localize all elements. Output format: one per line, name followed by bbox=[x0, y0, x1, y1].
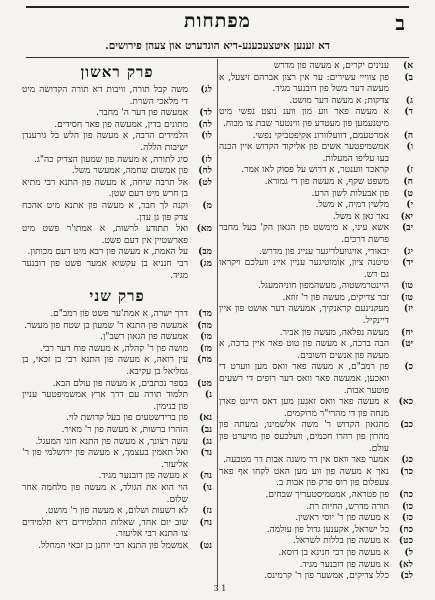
entry-number: ל) bbox=[404, 547, 413, 558]
index-entry bbox=[219, 513, 413, 525]
index-entry bbox=[219, 571, 413, 581]
entry-text: עין רואה, א מעשה פון התנא רבי בן זכאי, בן גמליאל בן עקיבא. bbox=[22, 355, 188, 378]
entry-text: א מעשה פון ר' יוסי ראשין. bbox=[295, 513, 389, 524]
entry-number: נז) bbox=[202, 506, 212, 517]
index-entry bbox=[219, 490, 413, 502]
index-entry bbox=[219, 223, 413, 246]
entry-text: א מעשה פאר ווע מון ווענ נוצט נפשי מיט מיטנעמען פון מעטדע פון ווינטער שבת צו מבוח. bbox=[219, 107, 389, 129]
index-entry bbox=[219, 281, 413, 293]
index-entry bbox=[22, 425, 212, 437]
index-entry bbox=[22, 201, 212, 224]
index-entry bbox=[22, 178, 212, 201]
entry-number: ד) bbox=[404, 107, 413, 118]
entry-number: יז) bbox=[403, 304, 413, 315]
index-entry bbox=[219, 536, 413, 548]
index-entry bbox=[22, 355, 212, 378]
index-entry bbox=[22, 483, 212, 506]
entry-number: לה) bbox=[198, 119, 212, 130]
entry-number: כו) bbox=[402, 501, 413, 512]
entry-number: יח) bbox=[401, 327, 413, 338]
entry-text: פון פטראה, אמטמיסטעריך שבחים. bbox=[265, 489, 389, 500]
index-entry bbox=[22, 448, 212, 471]
entry-number: ז) bbox=[406, 165, 413, 176]
entry-text: הזהרו ברשות, א מעשה פון ר' מאיר. bbox=[61, 425, 188, 436]
entry-number: לא) bbox=[398, 559, 413, 570]
entry-number: נא) bbox=[199, 413, 212, 424]
entry-number: כא) bbox=[398, 397, 413, 408]
column-divider bbox=[217, 59, 218, 587]
entry-text: א מעשה פון בללות לשראל. bbox=[292, 536, 389, 547]
entry-text: זכר צדיקים, מעשה פון ר' זוזא. bbox=[282, 292, 389, 303]
entry-text: עשה רצונך, א מעשה פון התנא חוני המעגל. bbox=[35, 436, 188, 447]
index-entry bbox=[219, 420, 413, 455]
entry-number: מה) bbox=[197, 320, 212, 331]
entry-text: אמעשה פון הגאון רשב"ן. bbox=[100, 332, 188, 343]
entry-number: נו) bbox=[202, 483, 212, 493]
index-entry bbox=[219, 165, 413, 177]
entry-text: אשא עיני, א מימשט פון הגאון הק' בעל מחבר פרשת דרכים. bbox=[219, 223, 389, 245]
index-entry bbox=[219, 142, 413, 165]
entry-number: כח) bbox=[399, 524, 413, 535]
entry-number: נט) bbox=[199, 540, 212, 551]
entry-text: משפט שקף, א מעשה פון די גמורא. bbox=[264, 176, 389, 187]
index-entry bbox=[219, 397, 413, 420]
right-column bbox=[219, 61, 413, 581]
entry-text: מעשה נפלאה, מעשה פון אביר. bbox=[279, 327, 389, 338]
index-entry bbox=[22, 247, 212, 259]
left-column bbox=[22, 61, 212, 581]
entry-number: נב) bbox=[200, 425, 212, 436]
entry-text: וקנה לך חבר, א מעשה פון אתנא מיט אהכח צדק פון גן עדן. bbox=[22, 200, 188, 223]
entry-text: שוב יום אחד, שאלות התלמידים דיא תלמידים צו התנא רבי אליעזר. bbox=[22, 517, 188, 540]
entry-text: אמשמיפטער אשים פון אליקוד הקדוש איין הכנה בעו עליפו המעלות. bbox=[219, 142, 389, 164]
section-title-chapter-one: פרק ראשון bbox=[80, 63, 154, 81]
entry-text: תלמוד תורה עם דרך ארץ אמשמיפטער עניין פון בנימין. bbox=[22, 390, 188, 412]
page-subtitle: דא זענען איטצעכענע-דיא הונדערט און צעהן פירושים. bbox=[105, 40, 330, 52]
entry-number: כד) bbox=[400, 466, 413, 477]
entry-text: פון אמשום שחמה, אמעשר משל. bbox=[71, 166, 188, 177]
entry-number: לט) bbox=[198, 177, 212, 188]
index-entry bbox=[22, 471, 212, 483]
page-header bbox=[30, 10, 405, 40]
entry-text: משה קבל תורה, וויבות דא תורה הקדושה מיט די מלאכי השרת. bbox=[22, 85, 188, 107]
entry-number: מח) bbox=[197, 355, 212, 366]
index-entry bbox=[219, 189, 413, 201]
index-entry bbox=[22, 541, 212, 553]
entry-number: טו) bbox=[401, 281, 413, 292]
entry-number: מו) bbox=[200, 332, 212, 343]
entry-text: מהגאון הקדוש ר' משה אלשמינו, גמעתה פון מהרון פון רהרו חכמים, וועלכעס פון מויערט פון עולם. bbox=[219, 420, 389, 454]
index-entry bbox=[219, 131, 413, 143]
entry-text: פון אבעלות לשון הרע. bbox=[311, 188, 389, 199]
entry-number: נה) bbox=[199, 471, 212, 482]
index-entry bbox=[219, 107, 413, 130]
entry-text: פון רמב"ם, א מעשה פאר וואס מען ווערט די וואכען, אמעשה פאר וואס דער רופים די רשעים פוטער אבות. bbox=[219, 362, 389, 396]
top-rule bbox=[26, 6, 409, 8]
index-entry bbox=[22, 518, 212, 541]
entry-text: א מעשה פון רבי חנינא בן דוסא. bbox=[278, 547, 389, 558]
entry-text: א מעשה פאר וואס זאגען מען דאס היינט פארן מנחה פון די מהרי"ר מרוקמים. bbox=[219, 397, 389, 419]
entry-text: דרך ישרה, א אמת'ער פשט פון רמב"ם. bbox=[50, 309, 188, 320]
index-entry bbox=[219, 548, 413, 560]
index-entry bbox=[22, 413, 212, 425]
entry-number: מא) bbox=[196, 224, 212, 235]
index-entry bbox=[219, 560, 413, 572]
index-entry bbox=[219, 247, 413, 259]
entry-text: ואל תתודע לרשות, א אמתו'ר פשט מיט פארשטיין אין דעם פשט. bbox=[22, 224, 188, 246]
entry-text: ואל תאמין בעצמך, א מעשה פון ירושלמי פון ר' אליעזר. bbox=[22, 448, 188, 470]
entry-number: מט) bbox=[196, 378, 212, 389]
entry-number: נח) bbox=[199, 517, 212, 528]
entry-number: טז) bbox=[400, 292, 413, 303]
entry-text: קראכד ווענטר, א דרוש על פסוק לאו אמר. bbox=[241, 165, 389, 176]
entry-text: הוי הוא את הגולד, א מעשה פון מלחמה אחר שלום. bbox=[22, 483, 188, 505]
entry-text: א מעשה פון דובנער מגיד. bbox=[98, 471, 188, 482]
index-entry bbox=[22, 224, 212, 247]
entry-number: מ) bbox=[202, 200, 212, 211]
entry-text: נאר גאן א משל. bbox=[332, 211, 389, 222]
entry-number: כט) bbox=[398, 536, 413, 547]
entry-number: ב) bbox=[404, 72, 413, 83]
entry-number: ו) bbox=[406, 142, 413, 153]
entry-text: פון ברידשטעים פון בעל קדושת לוי. bbox=[66, 413, 188, 424]
index-entry bbox=[22, 321, 212, 333]
index-entry bbox=[22, 390, 212, 413]
index-entry bbox=[22, 166, 212, 178]
entry-text: אל תרבה שיחה, א מעשה פון התנא רבי מתיא בן חרש מיט דעם שטן. bbox=[22, 177, 188, 200]
index-entry bbox=[219, 61, 413, 73]
entry-number: כז) bbox=[401, 513, 413, 524]
index-entry bbox=[219, 212, 413, 224]
entry-text: אמעשה פון התנא ר' שמעון בן שטח פון מעשר. bbox=[23, 320, 188, 331]
index-entry bbox=[22, 506, 212, 518]
index-entry bbox=[219, 293, 413, 305]
index-entry bbox=[22, 259, 212, 282]
index-entry bbox=[219, 362, 413, 397]
page-number: 3 1 bbox=[213, 584, 227, 593]
entry-number: מב) bbox=[198, 247, 212, 258]
chapter-two-entries bbox=[22, 309, 212, 552]
entry-text: מעקנינעם קראנקיך, אמעשה דער אושט פון איין דיינקיל. bbox=[219, 304, 389, 327]
index-entry bbox=[219, 200, 413, 212]
page-title: מפתחות bbox=[184, 10, 251, 32]
entry-text: טיטנה ציון, אומוטיגער עניין איינ וועלכם ויקראו גם רש. bbox=[219, 258, 389, 280]
entry-text: מלשין דמיה, א משל. bbox=[315, 200, 389, 211]
page-letter: ב bbox=[395, 11, 405, 35]
index-entry bbox=[219, 177, 413, 189]
index-entry bbox=[219, 96, 413, 108]
entry-number: יב) bbox=[402, 223, 413, 234]
entry-number: כה) bbox=[399, 489, 413, 500]
entry-text: אמעשה פון דער ה' מחבר. bbox=[96, 108, 188, 119]
entry-text: נאך א מעשה פון ווע מען האט לקחו אף פאר צעפלום פון רוס פרק פון אבות ב. bbox=[219, 466, 389, 489]
index-entry bbox=[219, 467, 413, 490]
index-entry bbox=[22, 437, 212, 449]
entry-number: לז) bbox=[201, 154, 212, 165]
entry-text: בספר נכתבים, א מעשה פון עולם הבא. bbox=[52, 378, 188, 389]
entry-text: על האמת, א מעשה פון רבא מיט דעם מכותון. bbox=[27, 247, 188, 258]
entry-text: הבה ברכה, א מעשה פון טוט פאר איין ברכה, א מעשה פון אנשים חשובים. bbox=[219, 339, 389, 361]
entry-number: יט) bbox=[400, 339, 413, 350]
index-entry bbox=[22, 155, 212, 167]
entry-number: ט) bbox=[403, 188, 413, 199]
entry-number: מד) bbox=[198, 309, 212, 320]
entry-number: מג) bbox=[199, 258, 212, 269]
entry-text: רבי חנניא בן עקשיא אמער פשט פון דובנער מגיד. bbox=[22, 258, 188, 281]
entry-text: מתונים בדין, אמעשה פון פאר חסידים. bbox=[54, 119, 188, 130]
index-entry bbox=[22, 309, 212, 321]
index-entry bbox=[219, 502, 413, 514]
entry-number: כ) bbox=[404, 362, 413, 373]
entry-number: י) bbox=[406, 200, 413, 211]
entry-number: יא) bbox=[400, 211, 413, 222]
entry-number: לג) bbox=[200, 85, 212, 95]
index-entry bbox=[219, 455, 413, 467]
entry-text: א מעשה פון דובנער מגיד. bbox=[299, 559, 389, 570]
entry-number: יג) bbox=[403, 246, 413, 257]
entry-text: יבאורי, אויגוועלדיגער עניינ פון מדרש. bbox=[259, 246, 389, 257]
entry-text: הלמידים הרבה, א מעשה פון הלש בל גירענדן ישיבות הללה. bbox=[22, 131, 188, 153]
header-divider bbox=[26, 57, 409, 58]
entry-text: אמשמל פון התנא רבי יוחנן בן זכאי המחלל. bbox=[38, 540, 188, 551]
entry-number: לב) bbox=[400, 571, 413, 581]
entry-number: נד) bbox=[200, 448, 212, 459]
entry-number: ג) bbox=[405, 95, 413, 106]
entry-text: סיג לתורה, א מעשה פון שמעון הצדיק כה"ג. bbox=[34, 154, 188, 165]
chapter-one-entries bbox=[22, 85, 212, 282]
index-entry bbox=[219, 525, 413, 537]
entry-text: היינטרמשטוה, מעשהמפון חוניהמעגל. bbox=[257, 281, 389, 292]
entry-number: מז) bbox=[199, 343, 212, 354]
entry-number: כב) bbox=[400, 420, 413, 431]
index-entry bbox=[219, 328, 413, 340]
index-entry bbox=[219, 304, 413, 327]
entry-number: כג) bbox=[401, 455, 413, 466]
entry-number: יד) bbox=[402, 258, 413, 269]
index-entry bbox=[22, 131, 212, 154]
index-entry bbox=[22, 85, 212, 108]
index-entry bbox=[22, 108, 212, 120]
entry-number: לו) bbox=[201, 131, 212, 142]
index-entry bbox=[22, 379, 212, 391]
entry-text: ענינים יקרים, א מעשה פון מדרש bbox=[273, 61, 389, 71]
entry-number: נ) bbox=[204, 390, 212, 401]
entry-text: לא רשעות ושלום, א מעשה פון ר' מושט. bbox=[45, 506, 188, 517]
entry-text: צדקות; א מעשה דער מושט. bbox=[289, 95, 389, 106]
index-entry bbox=[219, 339, 413, 362]
index-entry bbox=[22, 344, 212, 356]
entry-text: כל ישראל, אקענען גדול פון עולמה. bbox=[266, 524, 389, 535]
entry-text: פון צווייי עשירים: ער אין רצון אברהם זיצעל, א מעשה דער משל פון דובנער מגיד. bbox=[219, 72, 389, 95]
index-entry bbox=[219, 258, 413, 281]
index-entry bbox=[219, 73, 413, 96]
entry-text: תורה מדרש, החיות רת. bbox=[306, 501, 389, 512]
entry-number: א) bbox=[402, 61, 413, 71]
entry-text: אמרטעמם, דוועלוורונ אקיפטביקי נפשי. bbox=[252, 130, 389, 141]
entry-number: ה) bbox=[403, 130, 413, 141]
entry-text: אמער פאר וואס אין דר משנה אבות דר מטבעה. bbox=[223, 455, 389, 466]
entry-text: כלל צדיקים, אמשער פון ר' קרמינס. bbox=[264, 571, 389, 581]
entry-text: מושה פון ר' קהלה, א מעשה פוח דער רבי. bbox=[39, 343, 188, 354]
index-entry bbox=[22, 120, 212, 132]
entry-number: נג) bbox=[201, 436, 212, 447]
index-entry bbox=[22, 332, 212, 344]
entry-number: ח) bbox=[403, 176, 413, 187]
entry-number: לח) bbox=[198, 166, 212, 177]
entry-number: לד) bbox=[199, 108, 212, 119]
section-title-chapter-two: פרק שני bbox=[89, 287, 145, 306]
